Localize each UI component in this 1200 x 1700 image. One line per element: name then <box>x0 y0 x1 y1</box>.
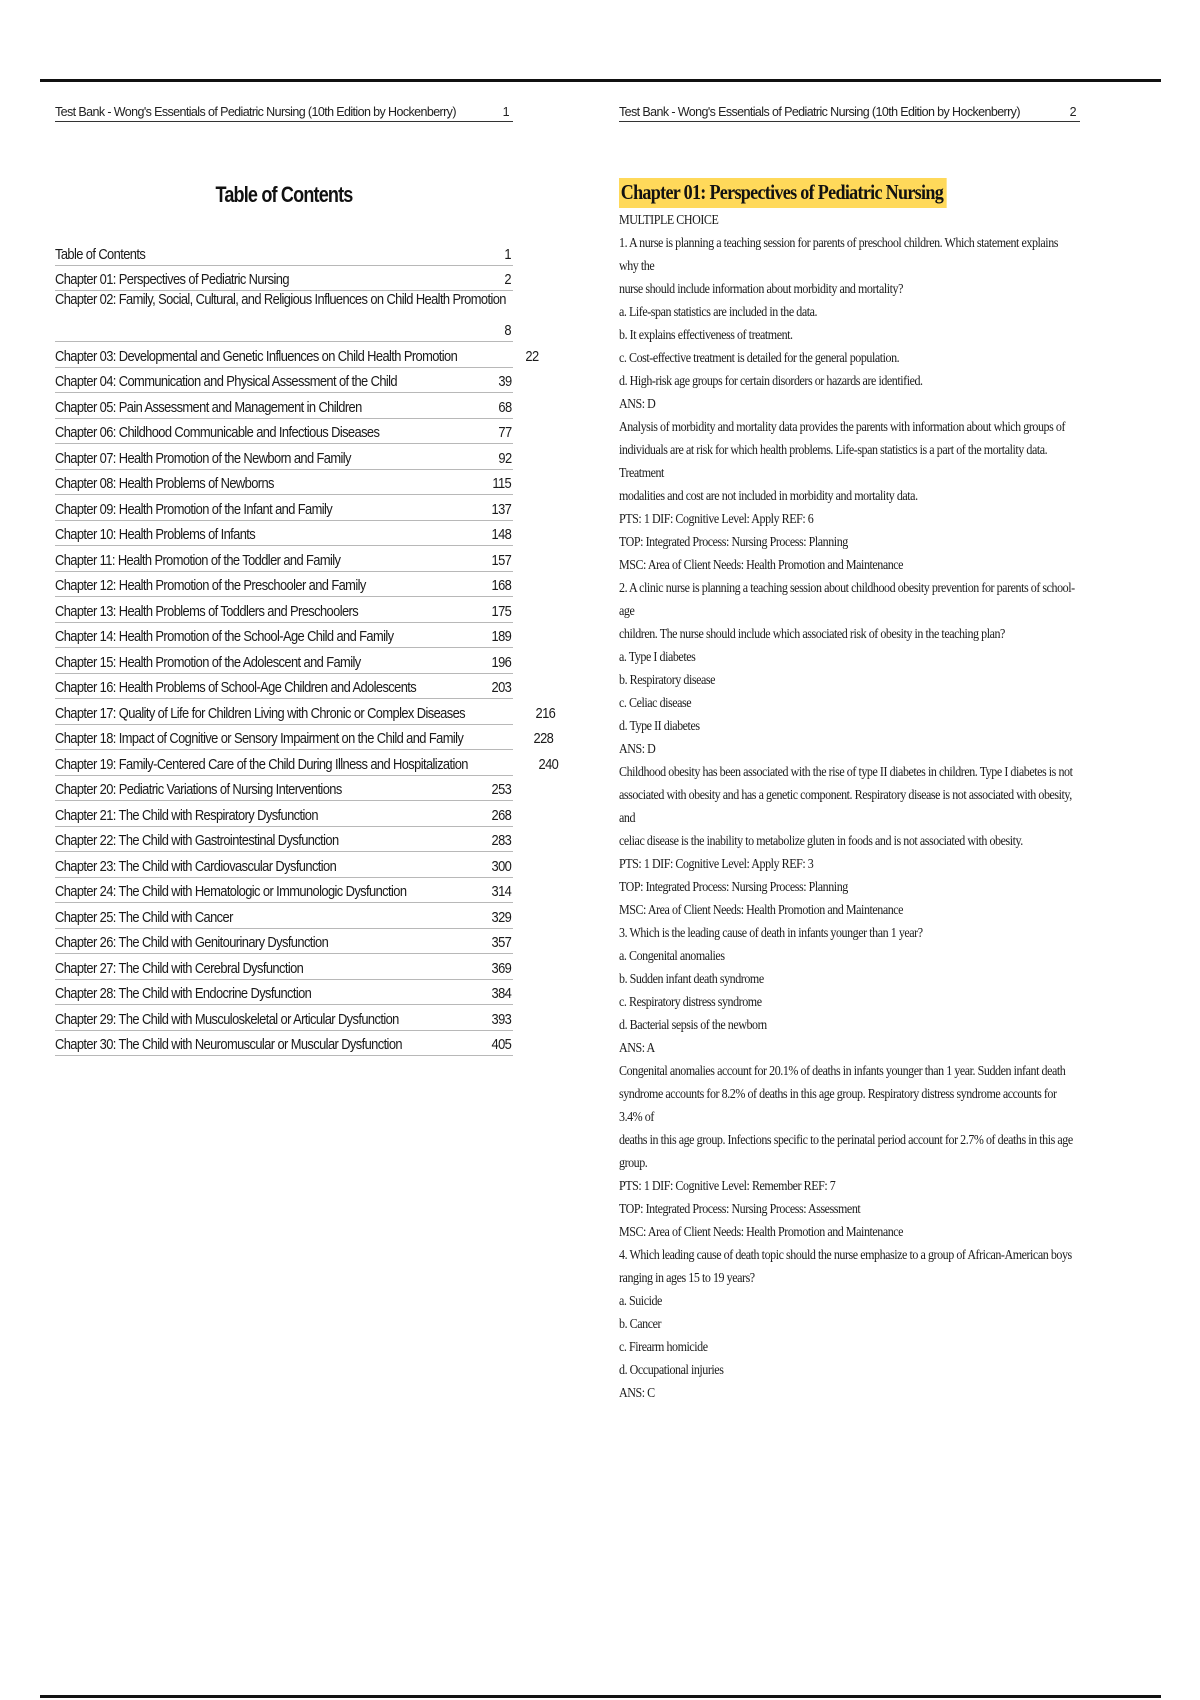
toc-entry-title: Chapter 26: The Child with Genitourinary Dysfunction <box>55 934 329 951</box>
toc-entry[interactable] <box>55 623 513 649</box>
page-number: 2 <box>1069 105 1076 119</box>
answer-rationale <box>619 392 1079 507</box>
toc-entry[interactable] <box>55 699 555 725</box>
toc-entry-title: Chapter 01: Perspectives of Pediatric Nursing <box>55 271 289 288</box>
toc-entry-title: Chapter 17: Quality of Life for Children Living with Chronic or Complex Diseases <box>55 704 466 722</box>
rationale-line: Analysis of morbidity and mortality data provides the parents with information about which groups of <box>619 419 1066 434</box>
toc-entry-title: Chapter 28: The Child with Endocrine Dysfunction <box>55 985 312 1002</box>
running-head <box>619 105 1080 122</box>
toc-title: Table of Contents <box>215 182 353 207</box>
toc-entry-page: 329 <box>491 908 512 926</box>
answer-option: a. Life-span statistics are included in the data. <box>619 304 818 319</box>
toc-entry[interactable] <box>55 878 513 904</box>
metadata-line: TOP: Integrated Process: Nursing Process: Assessment <box>619 1201 861 1216</box>
answer-option: a. Congenital anomalies <box>619 948 725 963</box>
answer-key: ANS: D <box>619 741 656 756</box>
answer-option: b. Cancer <box>619 1316 662 1331</box>
answer-option: c. Respiratory distress syndrome <box>619 994 762 1009</box>
question-stem-line: 2. A clinic nurse is planning a teaching session about childhood obesity prevention for parents of school-age <box>619 580 1075 618</box>
toc-entry[interactable] <box>55 903 513 929</box>
toc-entry[interactable] <box>55 648 513 674</box>
toc-entry-page: 175 <box>491 602 512 620</box>
toc-entry-page: 216 <box>535 704 555 722</box>
toc-entry[interactable] <box>55 419 513 445</box>
toc-entry[interactable] <box>55 342 539 368</box>
toc-entry-title: Chapter 07: Health Promotion of the Newborn and Family <box>55 449 351 467</box>
toc-entry[interactable] <box>55 444 513 470</box>
toc-entry-title: Chapter 23: The Child with Cardiovascular Dysfunction <box>55 857 337 875</box>
toc-entry-page: 405 <box>491 1036 512 1053</box>
toc-entry-page: 203 <box>491 679 512 696</box>
toc-list <box>55 240 559 1056</box>
answer-key: ANS: A <box>619 1040 655 1055</box>
toc-entry-title: Chapter 06: Childhood Communicable and Infectious Diseases <box>55 424 380 441</box>
toc-entry-page: 148 <box>491 526 512 543</box>
section-label: MULTIPLE CHOICE <box>619 212 719 227</box>
toc-entry[interactable] <box>55 852 513 878</box>
toc-entry-title: Chapter 05: Pain Assessment and Management in Children <box>55 398 362 416</box>
top-border-rule <box>40 79 1161 82</box>
toc-entry-page: 240 <box>538 755 559 773</box>
answer-option: b. Sudden infant death syndrome <box>619 971 764 986</box>
toc-entry-page: 300 <box>491 857 512 875</box>
answer-option: b. It explains effectiveness of treatment. <box>619 327 793 342</box>
toc-entry[interactable] <box>55 521 513 547</box>
toc-entry-page: 77 <box>498 424 512 441</box>
toc-entry-title: Chapter 29: The Child with Musculoskeletal or Articular Dysfunction <box>55 1010 399 1028</box>
toc-entry[interactable] <box>55 572 513 598</box>
toc-entry-title: Chapter 22: The Child with Gastrointestinal Dysfunction <box>55 832 339 849</box>
toc-entry-title: Chapter 11: Health Promotion of the Toddler and Family <box>55 551 341 569</box>
rationale-line: individuals are at risk for which health problems. Life-span statistics is a part of the mortality data. Treatment <box>619 442 1048 480</box>
toc-entry[interactable] <box>55 750 559 776</box>
bottom-border-rule <box>40 1695 1161 1698</box>
metadata-line: TOP: Integrated Process: Nursing Process: Planning <box>619 879 848 894</box>
toc-entry[interactable] <box>55 725 553 751</box>
toc-entry[interactable] <box>55 1031 513 1057</box>
toc-entry[interactable] <box>55 470 513 496</box>
toc-entry-title: Chapter 12: Health Promotion of the Preschooler and Family <box>55 577 366 594</box>
answer-option: c. Firearm homicide <box>619 1339 708 1354</box>
toc-entry-page: 314 <box>491 883 512 900</box>
toc-entry-title: Chapter 24: The Child with Hematologic or Immunologic Dysfunction <box>55 883 407 900</box>
question-metadata <box>619 852 1079 921</box>
toc-entry-title: Chapter 19: Family-Centered Care of the Child During Illness and Hospitalization <box>55 755 468 773</box>
toc-entry-title: Chapter 18: Impact of Cognitive or Sensory Impairment on the Child and Family <box>55 730 464 747</box>
answer-option: c. Celiac disease <box>619 695 692 710</box>
toc-entry-title: Chapter 08: Health Problems of Newborns <box>55 475 274 492</box>
toc-entry-page: 168 <box>491 577 512 594</box>
toc-entry-page: 157 <box>491 551 512 569</box>
toc-entry[interactable] <box>55 495 513 521</box>
answer-rationale <box>619 1036 1079 1174</box>
metadata-line: MSC: Area of Client Needs: Health Promotion and Maintenance <box>619 1224 904 1239</box>
toc-entry-title: Chapter 02: Family, Social, Cultural, and Religious Influences on Child Health Promotion <box>55 291 506 308</box>
toc-entry[interactable] <box>55 929 513 955</box>
toc-entry-title: Chapter 03: Developmental and Genetic Influences on Child Health Promotion <box>55 347 458 365</box>
toc-entry-page: 196 <box>491 653 512 671</box>
rationale-line: Congenital anomalies account for 20.1% of deaths in infants younger than 1 year. Sudden infant death <box>619 1063 1066 1078</box>
answer-option: d. High-risk age groups for certain disorders or hazards are identified. <box>619 373 923 388</box>
toc-entry-title: Chapter 10: Health Problems of Infants <box>55 526 256 543</box>
chapter-content <box>619 208 1080 1404</box>
running-head-text: Test Bank - Wong's Essentials of Pediatric Nursing (10th Edition by Hockenberry) <box>619 105 1020 119</box>
question <box>619 576 1079 737</box>
toc-entry-title: Chapter 14: Health Promotion of the School-Age Child and Family <box>55 628 394 645</box>
page-2 <box>619 105 1080 1404</box>
toc-entry-title: Chapter 09: Health Promotion of the Infant and Family <box>55 500 333 518</box>
answer-option: d. Occupational injuries <box>619 1362 724 1377</box>
toc-entry-page: 253 <box>491 781 512 798</box>
toc-entry[interactable] <box>55 776 513 802</box>
toc-entry[interactable] <box>55 827 513 853</box>
metadata-line: TOP: Integrated Process: Nursing Process: Planning <box>619 534 848 549</box>
toc-entry-page: 357 <box>491 934 512 951</box>
toc-entry-page: 268 <box>491 806 512 824</box>
answer-option: c. Cost-effective treatment is detailed for the general population. <box>619 350 900 365</box>
toc-entry-page: 22 <box>525 347 539 365</box>
toc-entry-title: Table of Contents <box>55 245 146 263</box>
toc-entry-title: Chapter 04: Communication and Physical Assessment of the Child <box>55 373 397 390</box>
toc-entry[interactable] <box>55 1005 513 1031</box>
toc-entry-title: Chapter 16: Health Problems of School-Age Children and Adolescents <box>55 679 417 696</box>
toc-entry-page: 189 <box>491 628 512 645</box>
rationale-line: syndrome accounts for 8.2% of deaths in this age group. Respiratory distress syndrome accounts for 3.4% of <box>619 1086 1057 1124</box>
toc-entry[interactable] <box>55 597 513 623</box>
answer-option: d. Type II diabetes <box>619 718 700 733</box>
question-stem-line: nurse should include information about morbidity and mortality? <box>619 281 903 296</box>
answer-rationale <box>619 1381 1079 1404</box>
running-head <box>55 105 513 122</box>
toc-entry-page: 393 <box>491 1010 512 1028</box>
toc-entry-title: Chapter 30: The Child with Neuromuscular or Muscular Dysfunction <box>55 1036 402 1053</box>
rationale-line: modalities and cost are not included in morbidity and mortality data. <box>619 488 918 503</box>
toc-entry[interactable] <box>55 801 513 827</box>
toc-entry-page: 39 <box>498 373 512 390</box>
toc-entry-page: 369 <box>491 959 512 977</box>
toc-entry-title: Chapter 20: Pediatric Variations of Nursing Interventions <box>55 781 342 798</box>
question-stem-line: 1. A nurse is planning a teaching session for parents of preschool children. Which statement explains why the <box>619 235 1058 273</box>
toc-entry-page: 92 <box>498 449 512 467</box>
running-head-text: Test Bank - Wong's Essentials of Pediatric Nursing (10th Edition by Hockenberry) <box>55 105 456 119</box>
toc-entry-page: 283 <box>491 832 512 849</box>
metadata-line: PTS: 1 DIF: Cognitive Level: Apply REF: 6 <box>619 511 814 526</box>
question-metadata <box>619 1174 1079 1243</box>
toc-entry-page: 115 <box>492 475 512 492</box>
toc-entry[interactable] <box>55 291 513 342</box>
toc-entry-page: 2 <box>504 271 512 288</box>
answer-option: b. Respiratory disease <box>619 672 715 687</box>
metadata-line: PTS: 1 DIF: Cognitive Level: Apply REF: 3 <box>619 856 814 871</box>
page-1 <box>55 105 559 1072</box>
toc-entry-title: Chapter 25: The Child with Cancer <box>55 908 233 926</box>
chapter-title-highlighted: Chapter 01: Perspectives of Pediatric Nursing <box>619 178 946 208</box>
question-stem-line: 4. Which leading cause of death topic should the nurse emphasize to a group of African-American boys <box>619 1247 1072 1262</box>
toc-entry[interactable] <box>55 954 513 980</box>
question-stem-line: 3. Which is the leading cause of death in infants younger than 1 year? <box>619 925 923 940</box>
toc-entry-title: Chapter 27: The Child with Cerebral Dysfunction <box>55 959 304 977</box>
question <box>619 231 1079 392</box>
page-number: 1 <box>502 105 509 119</box>
answer-key: ANS: C <box>619 1385 655 1400</box>
toc-entry[interactable] <box>55 546 513 572</box>
answer-option: d. Bacterial sepsis of the newborn <box>619 1017 767 1032</box>
rationale-line: deaths in this age group. Infections specific to the perinatal period account for 2.7% of deaths in this age group. <box>619 1132 1073 1170</box>
toc-entry-page: 228 <box>533 730 553 747</box>
toc-entry-page: 137 <box>491 500 512 518</box>
toc-entry-page: 384 <box>491 985 512 1002</box>
answer-key: ANS: D <box>619 396 656 411</box>
answer-option: a. Type I diabetes <box>619 649 696 664</box>
question <box>619 1243 1079 1381</box>
toc-entry[interactable] <box>55 266 513 292</box>
rationale-line: associated with obesity and has a genetic component. Respiratory disease is not associated with obesity, and <box>619 787 1072 825</box>
toc-entry-page: 8 <box>504 322 512 339</box>
toc-entry[interactable] <box>55 240 513 266</box>
toc-entry-title: Chapter 21: The Child with Respiratory Dysfunction <box>55 806 318 824</box>
question-metadata <box>619 507 1079 576</box>
toc-entry-title: Chapter 13: Health Problems of Toddlers and Preschoolers <box>55 602 359 620</box>
toc-entry[interactable] <box>55 393 513 419</box>
metadata-line: PTS: 1 DIF: Cognitive Level: Remember REF: 7 <box>619 1178 836 1193</box>
metadata-line: MSC: Area of Client Needs: Health Promotion and Maintenance <box>619 902 904 917</box>
metadata-line: MSC: Area of Client Needs: Health Promotion and Maintenance <box>619 557 904 572</box>
answer-rationale <box>619 737 1079 852</box>
answer-option: a. Suicide <box>619 1293 662 1308</box>
toc-entry-page: 68 <box>498 398 512 416</box>
question <box>619 921 1079 1036</box>
toc-entry-page: 1 <box>504 245 512 263</box>
question-stem-line: ranging in ages 15 to 19 years? <box>619 1270 755 1285</box>
toc-entry[interactable] <box>55 674 513 700</box>
rationale-line: Childhood obesity has been associated with the rise of type II diabetes in children. Type I diabetes is not <box>619 764 1073 779</box>
toc-entry[interactable] <box>55 368 513 394</box>
rationale-line: celiac disease is the inability to metabolize gluten in foods and is not associated with obesity. <box>619 833 1023 848</box>
toc-entry[interactable] <box>55 980 513 1006</box>
question-stem-line: children. The nurse should include which associated risk of obesity in the teaching plan? <box>619 626 1005 641</box>
toc-entry-title: Chapter 15: Health Promotion of the Adolescent and Family <box>55 653 361 671</box>
